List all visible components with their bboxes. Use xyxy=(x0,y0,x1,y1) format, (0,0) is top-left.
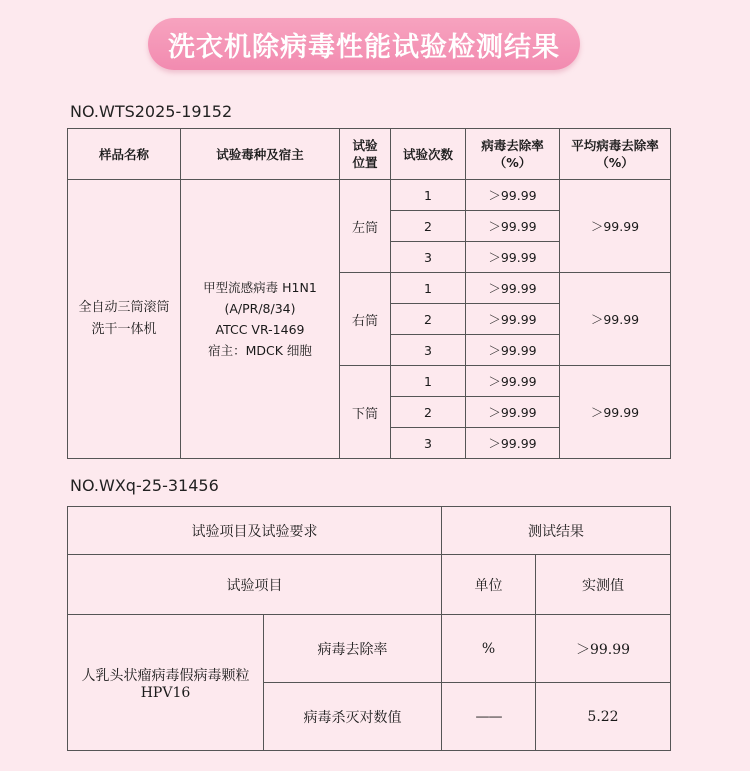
header-test-items: 试验项目及试验要求 xyxy=(68,507,442,555)
removal-rate-cell: ＞99.99 xyxy=(466,211,560,242)
test-count-cell: 3 xyxy=(391,242,466,273)
header-position xyxy=(340,129,391,180)
test-subject-line1: 人乳头状瘤病毒假病毒颗粒 xyxy=(81,667,250,684)
removal-rate-cell: ＞99.99 xyxy=(466,335,560,366)
report-number-2: NO.WXq-25-31456 xyxy=(70,476,219,495)
virus-removal-table xyxy=(67,128,671,459)
header-test-results: 测试结果 xyxy=(442,507,671,555)
sample-name-cell xyxy=(68,180,181,459)
test-count-cell: 2 xyxy=(391,211,466,242)
virus-line1: 甲型流感病毒 H1N1 xyxy=(203,280,317,295)
measured-value-cell: ＞99.99 xyxy=(536,615,671,683)
header-position-line2: 位置 xyxy=(352,155,378,170)
removal-rate-cell: ＞99.99 xyxy=(466,273,560,304)
table-header-row xyxy=(68,129,671,180)
page-title: 洗衣机除病毒性能试验检测结果 xyxy=(148,18,580,70)
virus-line2: (A/PR/8/34) xyxy=(224,301,296,316)
table-row xyxy=(68,180,671,211)
removal-rate-cell: ＞99.99 xyxy=(466,428,560,459)
header-removal-rate-line1: 病毒去除率 xyxy=(481,138,544,153)
test-count-cell: 1 xyxy=(391,273,466,304)
removal-rate-cell: ＞99.99 xyxy=(466,397,560,428)
table-header-row xyxy=(68,507,671,555)
test-item-cell: 病毒杀灭对数值 xyxy=(264,683,442,751)
test-count-cell: 2 xyxy=(391,397,466,428)
test-count-cell: 1 xyxy=(391,180,466,211)
unit-cell: —— xyxy=(442,683,536,751)
subheader-unit: 单位 xyxy=(442,555,536,615)
removal-rate-cell: ＞99.99 xyxy=(466,180,560,211)
test-count-cell: 2 xyxy=(391,304,466,335)
header-removal-rate xyxy=(466,129,560,180)
removal-rate-cell: ＞99.99 xyxy=(466,366,560,397)
header-average-rate xyxy=(560,129,671,180)
unit-cell: % xyxy=(442,615,536,683)
position-cell: 下筒 xyxy=(340,366,391,459)
subheader-test-item: 试验项目 xyxy=(68,555,442,615)
virus-line3: ATCC VR-1469 xyxy=(215,322,305,337)
header-virus-host: 试验毒种及宿主 xyxy=(181,129,340,180)
subheader-measured-value: 实测值 xyxy=(536,555,671,615)
sample-name-line1: 全自动三筒滚筒 xyxy=(78,300,170,315)
table-row xyxy=(68,615,671,683)
virus-line4: 宿主：MDCK 细胞 xyxy=(208,343,312,358)
virus-host-cell xyxy=(181,180,340,459)
average-rate-cell: ＞99.99 xyxy=(560,273,671,366)
sample-name-line2: 洗干一体机 xyxy=(91,322,157,337)
header-test-count: 试验次数 xyxy=(391,129,466,180)
average-rate-cell: ＞99.99 xyxy=(560,180,671,273)
hpv-test-table xyxy=(67,506,671,751)
measured-value-cell: 5.22 xyxy=(536,683,671,751)
test-count-cell: 3 xyxy=(391,428,466,459)
removal-rate-cell: ＞99.99 xyxy=(466,242,560,273)
position-cell: 左筒 xyxy=(340,180,391,273)
header-removal-rate-line2: （%） xyxy=(493,155,532,170)
position-cell: 右筒 xyxy=(340,273,391,366)
header-average-rate-line1: 平均病毒去除率 xyxy=(571,138,659,153)
test-item-cell: 病毒去除率 xyxy=(264,615,442,683)
removal-rate-cell: ＞99.99 xyxy=(466,304,560,335)
header-sample-name: 样品名称 xyxy=(68,129,181,180)
table-subheader-row xyxy=(68,555,671,615)
test-count-cell: 3 xyxy=(391,335,466,366)
test-count-cell: 1 xyxy=(391,366,466,397)
header-position-line1: 试验 xyxy=(352,138,378,153)
test-subject-cell xyxy=(68,615,264,751)
report-number-1: NO.WTS2025-19152 xyxy=(70,102,233,121)
average-rate-cell: ＞99.99 xyxy=(560,366,671,459)
test-subject-line2: HPV16 xyxy=(140,684,191,701)
header-average-rate-line2: （%） xyxy=(596,155,634,170)
